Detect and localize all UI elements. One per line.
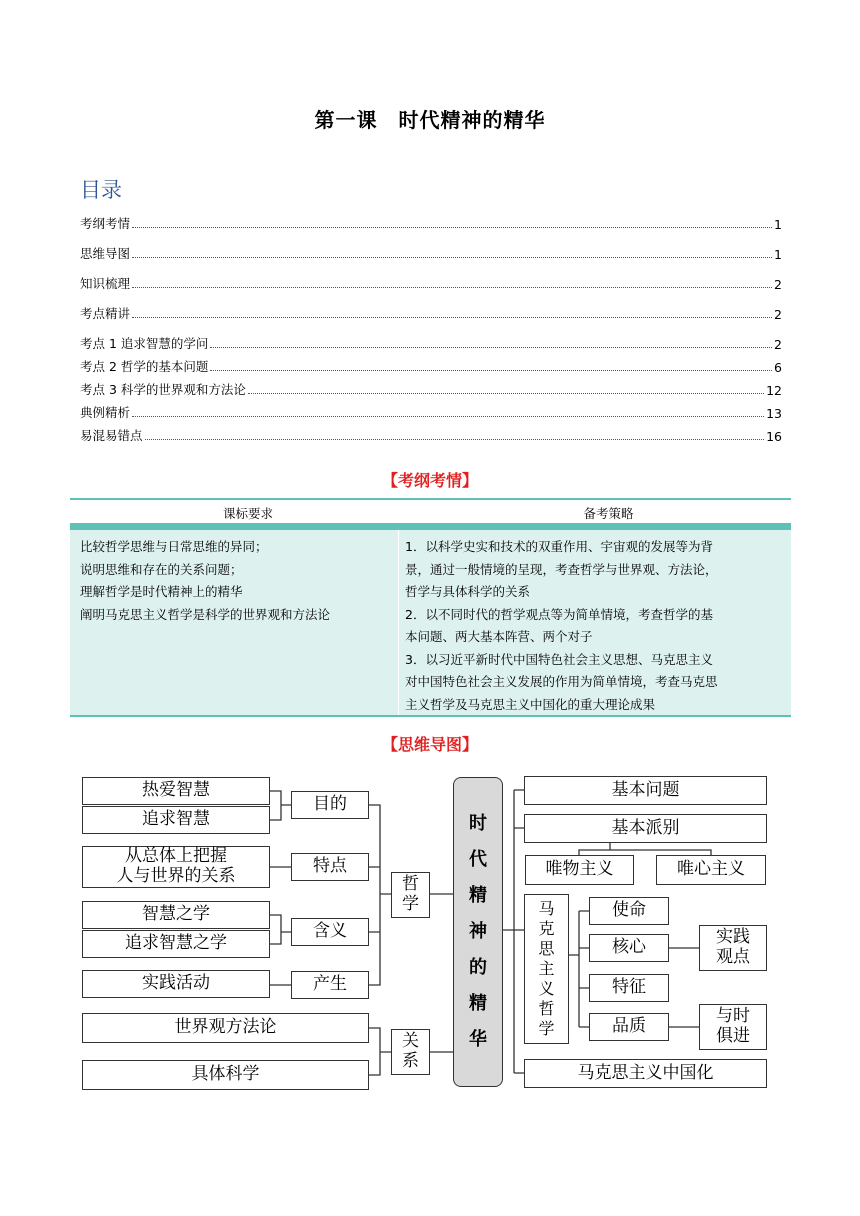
marx-char: 学 <box>538 1019 555 1038</box>
mindmap-node-purpose: 目的 <box>291 791 369 819</box>
center-char: 时 <box>469 813 487 834</box>
mindmap-leaf-grasp-line2: 人与世界的关系 <box>116 866 236 886</box>
mindmap-leaf-worldview: 世界观方法论 <box>82 1013 369 1043</box>
col-header-strategy: 备考策略 <box>583 505 634 521</box>
toc-entry-label: 考点 1 追求智慧的学问 <box>80 336 209 351</box>
page-title: 第一课 时代精神的精华 <box>314 108 546 132</box>
strategy-line: 2．以不同时代的哲学观点等为简单情境，考查哲学的基 <box>405 606 713 622</box>
toc-entry-label: 考点 2 哲学的基本问题 <box>80 359 209 374</box>
mindmap-leaf-pursue-wisdom-study: 追求智慧之学 <box>82 930 270 958</box>
toc-entry-label: 考点 3 科学的世界观和方法论 <box>80 382 246 397</box>
toc-entry-page: 1 <box>774 247 782 262</box>
toc-entry-label: 考纲考情 <box>80 216 131 231</box>
toc-heading: 目录 <box>80 178 122 202</box>
mindmap-practice-view-line2: 观点 <box>716 947 750 967</box>
toc-entry-label: 思维导图 <box>80 246 131 261</box>
mindmap-node-feature: 特点 <box>291 853 369 881</box>
toc-entry-page: 2 <box>774 337 782 352</box>
mindmap-node-characteristic: 特征 <box>589 974 669 1002</box>
requirement-line: 阐明马克思主义哲学是科学的世界观和方法论 <box>80 606 331 622</box>
marx-char: 主 <box>538 959 555 978</box>
mindmap-node-idealism: 唯心主义 <box>656 855 766 885</box>
strategy-line: 主义哲学及马克思主义中国化的重大理论成果 <box>405 696 656 712</box>
mindmap-philosophy-char1: 哲 <box>402 874 419 895</box>
mindmap-node-practice-view <box>699 925 767 971</box>
toc-entry-page: 2 <box>774 307 782 322</box>
mindmap-node-origin: 产生 <box>291 971 369 999</box>
mindmap-node-philosophy <box>391 872 430 918</box>
mindmap-leaf-grasp-line1: 从总体上把握 <box>125 846 227 867</box>
strategy-line: 对中国特色社会主义发展的作用为简单情境，考查马克思 <box>405 674 718 689</box>
mindmap-node-sinicization: 马克思主义中国化 <box>524 1059 767 1088</box>
mindmap-keep-pace-line2: 俱进 <box>716 1026 750 1046</box>
col-header-requirements: 课标要求 <box>222 505 273 521</box>
strategy-line: 哲学与具体科学的关系 <box>405 584 531 599</box>
mindmap-node-basic-schools: 基本派别 <box>524 814 767 843</box>
toc-entry-page: 6 <box>774 360 782 375</box>
marx-char: 哲 <box>538 999 555 1018</box>
mindmap-node-core: 核心 <box>589 934 669 962</box>
marx-char: 义 <box>538 979 555 998</box>
toc-entry-page: 12 <box>766 383 782 398</box>
mindmap-node-quality: 品质 <box>589 1013 669 1041</box>
section-heading-exam: 【考纲考情】 <box>381 471 478 490</box>
mindmap-leaf-practice: 实践活动 <box>82 970 270 998</box>
toc-entry-label: 易混易错点 <box>80 428 143 443</box>
requirement-line: 说明思维和存在的关系问题； <box>80 561 243 577</box>
section-heading-mindmap: 【思维导图】 <box>381 735 478 754</box>
strategy-line: 景，通过一般情境的呈现，考查哲学与世界观、方法论， <box>405 561 718 577</box>
toc-entry-page: 1 <box>774 217 782 232</box>
requirement-line: 理解哲学是时代精神上的精华 <box>80 584 243 599</box>
mindmap-node-materialism: 唯物主义 <box>525 855 634 885</box>
mindmap-leaf-pursue-wisdom: 追求智慧 <box>82 806 270 834</box>
toc-entry-label: 考点精讲 <box>80 306 131 321</box>
mindmap-philosophy-char2: 学 <box>402 894 419 914</box>
toc-entry-label: 典例精析 <box>80 405 131 420</box>
mindmap-leaf-love-wisdom: 热爱智慧 <box>82 777 270 805</box>
strategy-line: 3．以习近平新时代中国特色社会主义思想、马克思主义 <box>405 651 713 667</box>
marx-char: 思 <box>538 939 555 958</box>
toc-entry-page: 13 <box>766 406 782 421</box>
mindmap-node-basic-question: 基本问题 <box>524 776 767 805</box>
mindmap-node-meaning: 含义 <box>291 918 369 946</box>
mindmap-practice-view-line1: 实践 <box>716 927 750 948</box>
mindmap-node-mission: 使命 <box>589 897 669 925</box>
mindmap-leaf-wisdom-study: 智慧之学 <box>82 901 270 929</box>
toc-entry-page: 16 <box>766 429 782 444</box>
center-char: 精 <box>469 885 487 906</box>
marx-char: 马 <box>538 899 555 918</box>
mindmap-node-marxist-philosophy <box>524 894 569 1044</box>
center-char: 代 <box>469 849 487 870</box>
center-char: 神 <box>469 921 487 942</box>
center-char: 精 <box>469 993 487 1014</box>
marx-char: 克 <box>538 919 555 938</box>
mindmap-keep-pace-line1: 与时 <box>716 1006 750 1027</box>
toc-entry-page: 2 <box>774 277 782 292</box>
strategy-line: 1．以科学史实和技术的双重作用、宇宙观的发展等为背 <box>405 539 713 554</box>
mindmap-leaf-grasp-relation <box>82 846 270 888</box>
mindmap-node-relation <box>391 1029 430 1075</box>
mindmap-leaf-specific-science: 具体科学 <box>82 1060 369 1090</box>
mindmap-node-keep-pace <box>699 1004 767 1050</box>
center-char: 华 <box>469 1029 487 1050</box>
center-char: 的 <box>469 957 487 978</box>
requirement-line: 比较哲学思维与日常思维的异同； <box>80 539 268 554</box>
mindmap-relation-char1: 关 <box>402 1031 419 1052</box>
mindmap-relation-char2: 系 <box>402 1051 419 1071</box>
mindmap-center-node <box>453 777 503 1087</box>
toc-entry-label: 知识梳理 <box>80 276 131 291</box>
strategy-line: 本问题、两大基本阵营、两个对子 <box>405 629 593 644</box>
